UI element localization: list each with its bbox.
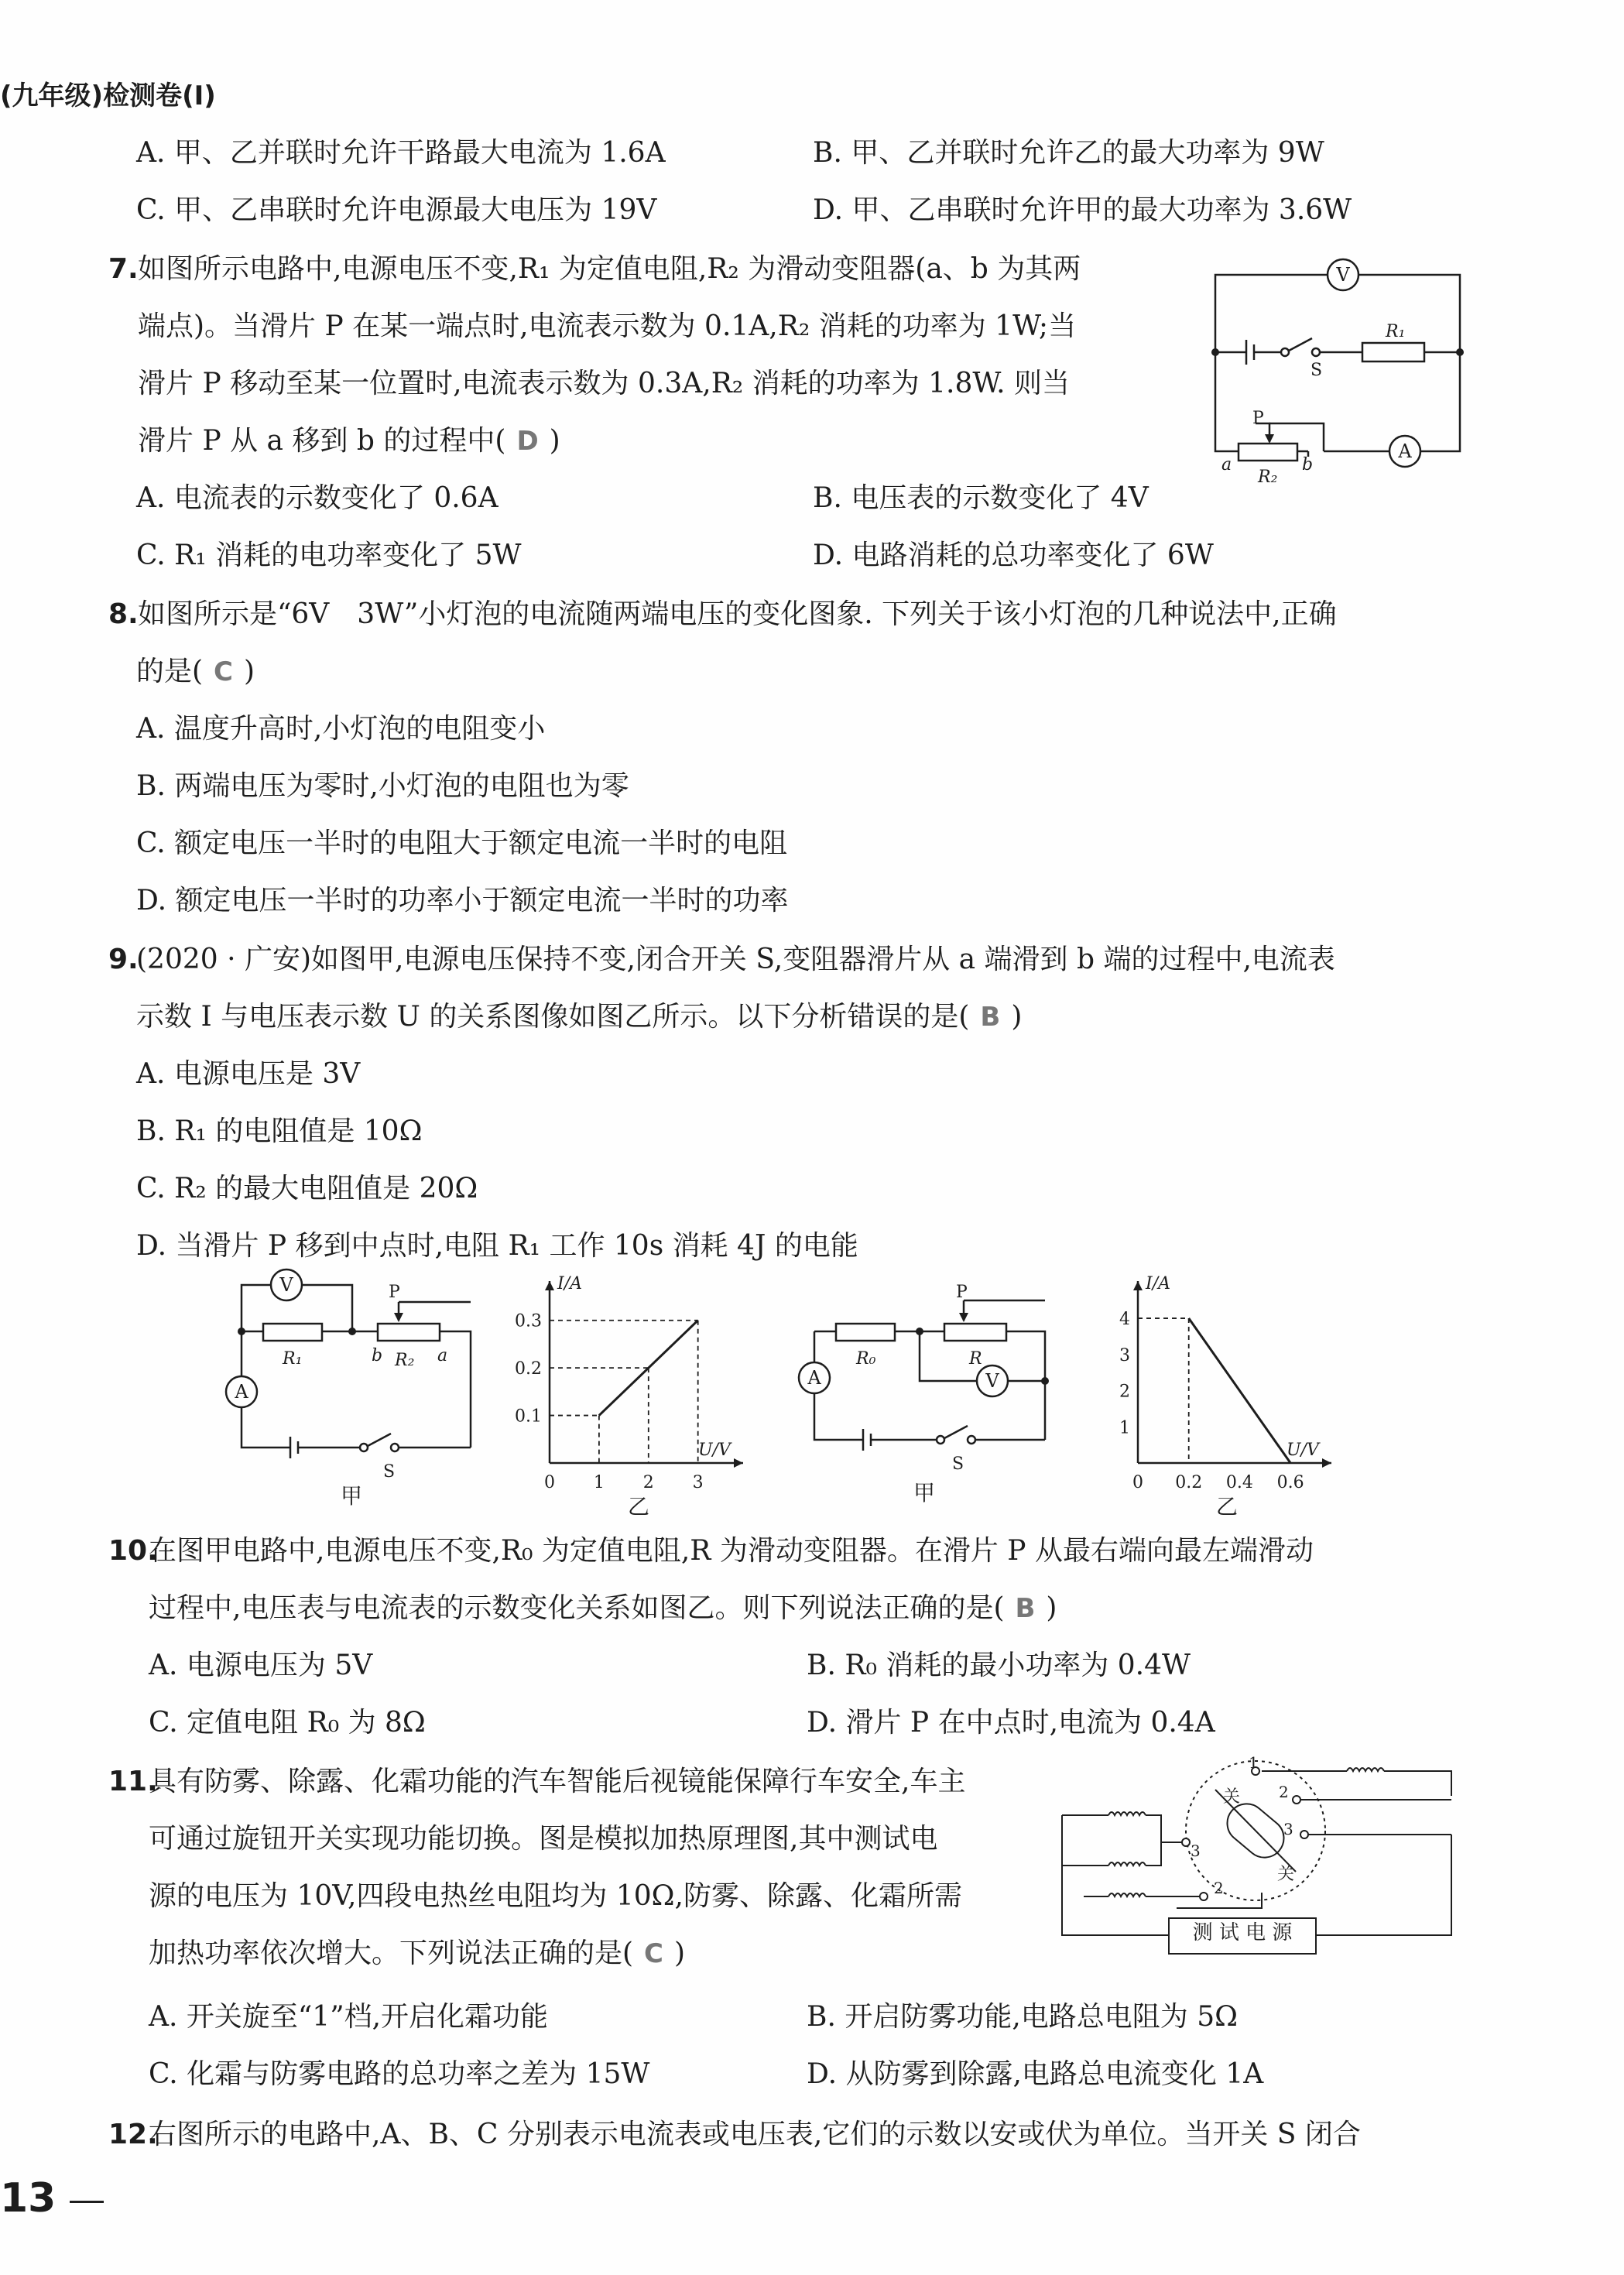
q11-stem-line4	[149, 1937, 685, 1971]
q7-fig-p: P	[1252, 409, 1264, 428]
q10-fig-r: R	[969, 1349, 982, 1369]
q9-stem-text: 示数 I 与电压表示数 U 的关系图像如图乙所示。以下分析错误的是(	[136, 1001, 970, 1033]
q7-fig-a-end: a	[1221, 455, 1232, 475]
q9-r2	[378, 1324, 440, 1341]
x-axis-label: U/V	[698, 1441, 731, 1460]
q9-close-paren: )	[1011, 1001, 1023, 1033]
q7-stem-line4	[138, 424, 560, 458]
q11-contact-2-left: 2	[1214, 1879, 1224, 1897]
q11-heater-diagram	[1053, 1753, 1463, 1974]
q7-r1	[1362, 343, 1424, 361]
y-tick-label: 0.2	[515, 1359, 542, 1379]
x-tick-label: 0	[1132, 1473, 1143, 1492]
q9-fig-b: b	[372, 1346, 383, 1365]
q9-fig-r2: R₂	[395, 1351, 415, 1370]
q11-contact-1: 1	[1249, 1753, 1259, 1772]
q8-option-b: B. 两端电压为零时,小灯泡的电阻也为零	[136, 770, 629, 802]
series-line	[599, 1321, 698, 1416]
page-number: 13	[0, 2175, 57, 2222]
q11-contact-2: 2	[1279, 1783, 1289, 1801]
q9-fig-ammeter-label: A	[235, 1381, 248, 1403]
q9-option-d: D. 当滑片 P 移到中点时,电阻 R₁ 工作 10s 消耗 4J 的电能	[136, 1230, 858, 1262]
q9-iu-graph	[511, 1269, 774, 1520]
q7-number: 7.	[108, 253, 139, 285]
q10-option-b: B. R₀ 消耗的最小功率为 0.4W	[807, 1650, 1191, 1681]
q8-answer: C	[214, 656, 233, 687]
q10-fig-r0: R₀	[856, 1349, 876, 1369]
q11-number: 11.	[108, 1766, 158, 1797]
x-axis-label: U/V	[1287, 1441, 1319, 1460]
q6-option-b: B. 甲、乙并联时允许乙的最大功率为 9W	[813, 137, 1324, 169]
q12-number: 12.	[108, 2119, 158, 2150]
series-line	[1189, 1318, 1290, 1463]
q11-stem-line2: 可通过旋钮开关实现功能切换。图是模拟加热原理图,其中测试电	[149, 1823, 938, 1855]
x-axis-arrow	[1322, 1458, 1331, 1468]
q7-fig-s: S	[1311, 361, 1323, 380]
q10-fig-caption: 甲	[913, 1480, 936, 1506]
q11-test-power-label: 测 试 电 源	[1192, 1921, 1293, 1944]
x-tick-label: 2	[642, 1473, 654, 1492]
q7-option-a: A. 电流表的示数变化了 0.6A	[136, 482, 499, 514]
q7-r2	[1239, 444, 1297, 461]
y-tick-label: 0.1	[515, 1406, 542, 1427]
x-tick-label: 0.6	[1276, 1473, 1304, 1492]
q9-option-a: A. 电源电压是 3V	[136, 1058, 361, 1090]
page-number-dash	[70, 2201, 104, 2203]
q10-stem-line2	[149, 1591, 1057, 1626]
q11-answer: C	[644, 1938, 663, 1969]
q9-fig-p: P	[389, 1283, 400, 1302]
q10-fig-a: A	[807, 1367, 821, 1389]
x-tick-label: 1	[593, 1473, 605, 1492]
q6-option-a: A. 甲、乙并联时允许干路最大电流为 1.6A	[136, 137, 666, 169]
q10-circuit-diagram	[797, 1285, 1060, 1517]
y-axis-arrow	[1133, 1281, 1143, 1290]
y-axis-arrow	[545, 1281, 554, 1290]
q7-stem-line3: 滑片 P 移动至某一位置时,电流表示数为 0.3A,R₂ 消耗的功率为 1.8W. 则当	[138, 368, 1070, 399]
q11-option-b: B. 开启防雾功能,电路总电阻为 5Ω	[807, 2001, 1238, 2033]
x-tick-label: 0.4	[1225, 1473, 1253, 1492]
q10-iu-graph	[1099, 1269, 1362, 1520]
q10-r	[944, 1324, 1006, 1341]
q9-stem-line2	[136, 1000, 1022, 1034]
q7-circuit-diagram	[1208, 252, 1471, 499]
q9-circuit-diagram	[224, 1269, 488, 1509]
q8-close-paren: )	[244, 656, 255, 687]
x-tick-label: 0	[544, 1473, 555, 1492]
q10-close-paren: )	[1046, 1592, 1057, 1624]
y-tick-label: 2	[1119, 1382, 1130, 1402]
q8-stem-line1: 如图所示是“6V 3W”小灯泡的电流随两端电压的变化图象. 下列关于该小灯泡的几种说法中,正确	[138, 598, 1337, 630]
y-tick-label: 4	[1119, 1310, 1130, 1330]
q10-option-a: A. 电源电压为 5V	[149, 1650, 373, 1681]
q11-close-paren: )	[674, 1938, 686, 1969]
q7-fig-r1: R₁	[1386, 322, 1406, 341]
x-axis-arrow	[734, 1458, 743, 1468]
q11-stem-text: 加热功率依次增大。下列说法正确的是(	[149, 1938, 634, 1969]
q8-option-c: C. 额定电压一半时的电阻大于额定电流一半时的电阻	[136, 827, 788, 859]
x-tick-label: 3	[692, 1473, 704, 1492]
q10-answer: B	[1015, 1593, 1036, 1624]
q11-option-c: C. 化霜与防雾电路的总功率之差为 15W	[149, 2058, 650, 2090]
y-tick-label: 1	[1119, 1418, 1130, 1438]
q6-option-c: C. 甲、乙串联时允许电源最大电压为 19V	[136, 194, 657, 226]
x-tick-label: 0.2	[1175, 1473, 1203, 1492]
q10-fig-s: S	[952, 1454, 964, 1474]
page-header: (九年级)检测卷(Ⅰ)	[0, 81, 216, 111]
y-tick-label: 0.3	[515, 1311, 542, 1331]
q11-option-d: D. 从防雾到除露,电路总电流变化 1A	[807, 2058, 1264, 2090]
q10-number: 10.	[108, 1535, 158, 1567]
q11-stem-line3: 源的电压为 10V,四段电热丝电阻均为 10Ω,防雾、除露、化霜所需	[149, 1880, 962, 1912]
q11-knob-label-top: 关	[1223, 1787, 1241, 1807]
y-tick-label: 3	[1119, 1345, 1130, 1365]
q9-fig-v: V	[279, 1274, 293, 1296]
q9-fig-a: a	[437, 1346, 448, 1365]
q8-stem-text: 的是(	[136, 656, 204, 687]
q9-fig-r1: R₁	[283, 1349, 303, 1369]
q7-close-paren: )	[549, 425, 560, 457]
q11-option-a: A. 开关旋至“1”档,开启化霜功能	[149, 2001, 549, 2033]
q9-fig-s: S	[383, 1462, 396, 1482]
q8-stem-line2	[136, 655, 255, 689]
q7-fig-b-end: b	[1302, 455, 1314, 475]
q9-number: 9.	[108, 944, 139, 975]
q7-option-d: D. 电路消耗的总功率变化了 6W	[813, 540, 1214, 571]
q7-fig-v: V	[1336, 264, 1350, 286]
q10-stem-line1: 在图甲电路中,电源电压不变,R₀ 为定值电阻,R 为滑动变阻器。在滑片 P 从最右端向最左端滑动	[149, 1535, 1314, 1567]
q10-option-d: D. 滑片 P 在中点时,电流为 0.4A	[807, 1707, 1215, 1739]
q8-number: 8.	[108, 598, 139, 630]
q7-stem-line1: 如图所示电路中,电源电压不变,R₁ 为定值电阻,R₂ 为滑动变阻器(a、b 为其两	[138, 253, 1081, 285]
q11-contact-3: 3	[1283, 1820, 1293, 1838]
q7-stem-line2: 端点)。当滑片 P 在某一端点时,电流表示数为 0.1A,R₂ 消耗的功率为 1W;当	[138, 310, 1077, 342]
q10-fig-p: P	[956, 1283, 968, 1302]
q9-answer: B	[980, 1002, 1001, 1033]
q9-fig-caption: 甲	[341, 1483, 363, 1509]
q9-r1	[263, 1324, 322, 1341]
q7-fig-r2: R₂	[1258, 468, 1278, 487]
q11-stem-line1: 具有防雾、除露、化霜功能的汽车智能后视镜能保障行车安全,车主	[149, 1766, 966, 1797]
q8-option-a: A. 温度升高时,小灯泡的电阻变小	[136, 713, 546, 745]
q7-fig-a: A	[1398, 440, 1412, 462]
q11-knob-label-bottom: 关	[1277, 1865, 1295, 1884]
q10-stem-text: 过程中,电压表与电流表的示数变化关系如图乙。则下列说法正确的是(	[149, 1592, 1005, 1624]
y-axis-label: I/A	[557, 1274, 582, 1293]
chart-caption: 乙	[1215, 1494, 1239, 1520]
q7-option-c: C. R₁ 消耗的电功率变化了 5W	[136, 540, 522, 571]
y-axis-label: I/A	[1146, 1274, 1170, 1293]
chart-caption: 乙	[627, 1494, 650, 1520]
q7-answer: D	[516, 426, 539, 457]
q9-option-c: C. R₂ 的最大电阻值是 20Ω	[136, 1173, 478, 1204]
q11-contact-3-left: 3	[1191, 1842, 1201, 1860]
q10-r0	[836, 1324, 895, 1341]
q9-option-b: B. R₁ 的电阻值是 10Ω	[136, 1115, 423, 1147]
q7-stem-text: 滑片 P 从 a 移到 b 的过程中(	[138, 425, 506, 457]
q7-option-b: B. 电压表的示数变化了 4V	[813, 482, 1149, 514]
q10-option-c: C. 定值电阻 R₀ 为 8Ω	[149, 1707, 426, 1739]
q6-option-d: D. 甲、乙串联时允许甲的最大功率为 3.6W	[813, 194, 1352, 226]
q8-option-d: D. 额定电压一半时的功率小于额定电流一半时的功率	[136, 885, 789, 917]
q10-fig-v: V	[985, 1370, 999, 1392]
q12-stem-line1: 右图所示的电路中,A、B、C 分别表示电流表或电压表,它们的示数以安或伏为单位。当开关 S 闭合	[149, 2119, 1361, 2150]
q9-stem-line1: (2020 · 广安)如图甲,电源电压保持不变,闭合开关 S,变阻器滑片从 a 端滑到 b 端的过程中,电流表	[136, 944, 1335, 975]
